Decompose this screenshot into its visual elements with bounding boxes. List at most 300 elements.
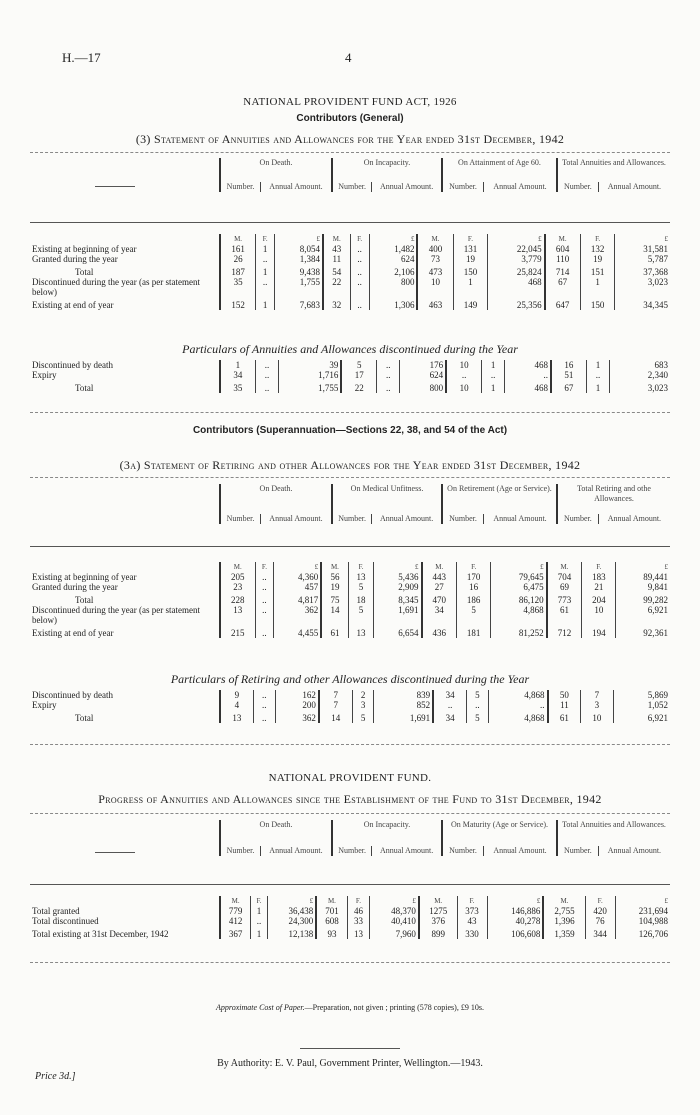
table-cell: 32	[323, 297, 350, 310]
table-cell: 5	[348, 582, 374, 592]
table-row	[30, 690, 670, 700]
t1-bottom-rule	[30, 412, 670, 413]
unit-label: F.	[348, 562, 374, 572]
table-cell: 1	[482, 380, 505, 393]
table-cell: 1	[482, 360, 505, 370]
table-cell: 7	[319, 690, 352, 700]
col-death: On Death.	[220, 158, 332, 168]
col-number: Number.	[557, 182, 598, 192]
table-cell: ..	[350, 264, 369, 277]
table-cell: 67	[545, 277, 581, 297]
unit-label: F.	[582, 562, 616, 572]
unit-label: £	[370, 896, 419, 906]
col-retirement: On Retirement (Age or Service).	[442, 484, 557, 504]
table-cell: 1,306	[369, 297, 417, 310]
unit-label: M.	[323, 234, 350, 244]
table-cell: 110	[545, 254, 581, 264]
statement-3a-header	[30, 484, 670, 524]
t3-top-rule	[30, 813, 670, 814]
table-cell: 33	[347, 916, 370, 926]
table-cell: 75	[321, 592, 348, 605]
table-cell: 5	[348, 605, 374, 625]
t1-particulars-table	[30, 360, 670, 393]
table-cell: 43	[323, 244, 350, 254]
row-label: Total	[75, 267, 94, 277]
table-cell: 31,581	[615, 244, 670, 254]
unit-label: M.	[321, 562, 348, 572]
unit-label: F.	[255, 562, 274, 572]
t1-particulars-heading: Particulars of Annuities and Allowances discontinued during the Year	[182, 342, 518, 356]
table-row	[30, 297, 670, 310]
col-amount: Annual Amount.	[372, 514, 442, 524]
table-cell: 9,841	[616, 582, 670, 592]
table-cell: 25,356	[488, 297, 545, 310]
table-cell: 56	[321, 572, 348, 582]
table-cell: 18	[348, 592, 374, 605]
unit-label: £	[487, 896, 543, 906]
table-cell: 8,345	[374, 592, 422, 605]
table-cell: ..	[350, 254, 369, 264]
table-cell: 21	[582, 582, 616, 592]
table-row	[30, 254, 670, 264]
col-amount: Annual Amount.	[598, 846, 670, 856]
table-cell: 1,755	[279, 380, 342, 393]
table-cell: 149	[453, 297, 488, 310]
col-amount: Annual Amount.	[260, 846, 332, 856]
table-cell: 92,361	[616, 625, 670, 638]
row-label: Total	[75, 383, 94, 393]
table-cell: 4,868	[491, 605, 547, 625]
table-cell: 200	[275, 700, 319, 710]
row-label: Discontinued by death	[32, 360, 113, 370]
table-cell: 701	[316, 906, 347, 916]
col-number: Number.	[332, 514, 372, 524]
table-cell: 1	[220, 360, 255, 370]
unit-label: M.	[422, 562, 457, 572]
table-cell: 187	[220, 264, 256, 277]
table-cell: 5	[352, 710, 374, 723]
table-cell: 126,706	[615, 926, 670, 939]
cost-note	[0, 1003, 700, 1012]
act-heading: NATIONAL PROVIDENT FUND ACT, 1926	[243, 96, 457, 108]
t2-particulars-heading: Particulars of Retiring and other Allowances discontinued during the Year	[170, 672, 530, 686]
t1-header-rule	[30, 222, 670, 223]
table-cell: 468	[488, 277, 545, 297]
unit-label: F.	[350, 234, 369, 244]
table-cell: 400	[417, 244, 453, 254]
row-label: Total	[75, 713, 94, 723]
unit-label: £	[615, 896, 670, 906]
table-cell: 1,052	[613, 700, 670, 710]
table-cell: 1,755	[275, 277, 323, 297]
table-cell: ..	[253, 710, 275, 723]
progress-header	[30, 820, 670, 856]
table-cell: 362	[275, 710, 319, 723]
table-cell: 10	[581, 710, 613, 723]
page-number: 4	[345, 50, 352, 65]
table-cell: 22,045	[488, 244, 545, 254]
table-cell: 4,455	[274, 625, 322, 638]
table-row	[30, 916, 670, 926]
table-row	[30, 370, 670, 380]
table-cell: ..	[251, 916, 267, 926]
table-cell: 800	[400, 380, 446, 393]
table-cell: ..	[256, 277, 275, 297]
table-cell: 1	[251, 906, 267, 916]
table-cell: 1	[586, 380, 609, 393]
table-cell: 24,300	[267, 916, 316, 926]
table-cell: ..	[255, 380, 278, 393]
t3-header-rule	[30, 884, 670, 885]
table-cell: 27	[422, 582, 457, 592]
table-cell: ..	[350, 297, 369, 310]
row-label: Expiry	[32, 700, 57, 710]
table-cell: 10	[417, 277, 453, 297]
table-cell: 604	[545, 244, 581, 254]
table-cell: 412	[220, 916, 251, 926]
table-cell: 39	[279, 360, 342, 370]
unit-label: £	[491, 562, 547, 572]
table-cell: 3,023	[615, 277, 670, 297]
unit-label: £	[616, 562, 670, 572]
table-cell: 50	[548, 690, 581, 700]
table-cell: 151	[580, 264, 615, 277]
table-cell: 61	[548, 710, 581, 723]
t3-bottom-rule	[30, 962, 670, 963]
table-cell: ..	[255, 572, 274, 582]
table-cell: 3	[581, 700, 613, 710]
table-cell: 443	[422, 572, 457, 582]
table-cell: 51	[551, 370, 586, 380]
table-cell: 6,475	[491, 582, 547, 592]
table-row	[30, 360, 670, 370]
row-label: Granted during the year	[32, 254, 118, 264]
table-cell: 3,779	[488, 254, 545, 264]
table-cell: 34	[433, 690, 466, 700]
table-cell: ..	[377, 370, 400, 380]
table-cell: 13	[220, 710, 253, 723]
table-cell: 146,886	[487, 906, 543, 916]
table-cell: 1	[256, 264, 275, 277]
table-cell: 1	[256, 244, 275, 254]
table-cell: 1	[256, 297, 275, 310]
table-cell: 362	[274, 605, 322, 625]
table-cell: 61	[321, 625, 348, 638]
table-cell: 468	[505, 380, 551, 393]
table-cell: 13	[348, 572, 374, 582]
table-cell: 5	[467, 710, 489, 723]
table-row	[30, 582, 670, 592]
table-cell: 35	[220, 277, 256, 297]
table-cell: 19	[580, 254, 615, 264]
table-cell: 7,683	[275, 297, 323, 310]
table-cell: 6,654	[374, 625, 422, 638]
table-cell: 376	[419, 916, 457, 926]
unit-label: F.	[457, 896, 487, 906]
table-row	[30, 625, 670, 638]
table-cell: ..	[377, 360, 400, 370]
col-number: Number.	[220, 846, 260, 856]
row-label: Existing at end of year	[32, 300, 114, 310]
unit-label: F.	[453, 234, 488, 244]
table-cell: 5	[341, 360, 376, 370]
table-cell: 34,345	[615, 297, 670, 310]
table-cell: ..	[350, 277, 369, 297]
table-cell: 14	[321, 605, 348, 625]
statement-3-table	[30, 234, 670, 310]
row-label	[30, 562, 220, 572]
col-death: On Death.	[220, 820, 332, 830]
table-cell: 344	[585, 926, 615, 939]
row-label: Discontinued during the year (as per statement below)	[32, 605, 200, 625]
table-cell: 3	[352, 700, 374, 710]
table-cell: 61	[547, 605, 582, 625]
col-incapacity: On Incapacity.	[332, 820, 442, 830]
t2-particulars-table	[30, 690, 670, 723]
table-cell: 4,360	[274, 572, 322, 582]
table-cell: 16	[457, 582, 491, 592]
col-number: Number.	[557, 514, 598, 524]
table-cell: 5	[467, 690, 489, 700]
table-cell: 5,787	[615, 254, 670, 264]
table-row	[30, 277, 670, 297]
table-cell: 4,868	[488, 690, 547, 700]
table-cell: 37,368	[615, 264, 670, 277]
table-cell: 48,370	[370, 906, 419, 916]
unit-label: M.	[220, 234, 256, 244]
table-cell: 25,824	[488, 264, 545, 277]
table-cell: 86,120	[491, 592, 547, 605]
table-cell: 779	[220, 906, 251, 916]
table-cell: 800	[369, 277, 417, 297]
table-cell: ..	[255, 605, 274, 625]
table-cell: 12,138	[267, 926, 316, 939]
col-number: Number.	[332, 182, 372, 192]
table-cell: 6,921	[613, 710, 670, 723]
fund-heading: NATIONAL PROVIDENT FUND.	[268, 772, 432, 784]
row-label	[30, 896, 220, 906]
table-cell: 2,755	[543, 906, 585, 916]
col-total-retiring: Total Retiring and othe Allowances.	[557, 484, 670, 504]
table-cell: 1,396	[543, 916, 585, 926]
table-cell: ..	[255, 592, 274, 605]
table-row	[30, 264, 670, 277]
table-cell: 13	[348, 625, 374, 638]
table-cell: 1,359	[543, 926, 585, 939]
table-cell: 19	[321, 582, 348, 592]
table-cell: 9,438	[275, 264, 323, 277]
col-total-annuities: Total Annuities and Allowances.	[557, 158, 670, 168]
unit-label: M.	[545, 234, 581, 244]
col-medical-unfitness: On Medical Unfitness.	[332, 484, 442, 504]
table-cell: 1,691	[374, 605, 422, 625]
table-cell: 93	[316, 926, 347, 939]
table-cell: 839	[374, 690, 433, 700]
col-amount: Annual Amount.	[484, 514, 557, 524]
row-label: Existing at beginning of year	[32, 244, 137, 254]
table-cell: 624	[369, 254, 417, 264]
col-number: Number.	[442, 846, 484, 856]
statement-3a-title: (3a) Statement of Retiring and other Allowances for the Year ended 31st December, 1942	[119, 458, 581, 472]
table-cell: 36,438	[267, 906, 316, 916]
table-cell: 367	[220, 926, 251, 939]
table-cell: 13	[347, 926, 370, 939]
table-cell: 7	[319, 700, 352, 710]
table-cell: ..	[253, 700, 275, 710]
col-age60: On Attainment of Age 60.	[442, 158, 557, 168]
table-cell: 899	[419, 926, 457, 939]
unit-label: £	[488, 234, 545, 244]
table-cell: ..	[253, 690, 275, 700]
table-cell: ..	[505, 370, 551, 380]
table-cell: 457	[274, 582, 322, 592]
table-cell: 11	[548, 700, 581, 710]
col-number: Number.	[442, 182, 484, 192]
table-cell: 150	[580, 297, 615, 310]
table-cell: 2,106	[369, 264, 417, 277]
col-amount: Annual Amount.	[260, 514, 332, 524]
table-cell: 420	[585, 906, 615, 916]
col-amount: Annual Amount.	[372, 846, 442, 856]
table-cell: 624	[400, 370, 446, 380]
table-cell: 1,482	[369, 244, 417, 254]
price-label: Price 3d.]	[35, 1071, 76, 1082]
table-cell: 14	[319, 710, 352, 723]
col-amount: Annual Amount.	[484, 182, 557, 192]
col-death: On Death.	[220, 484, 332, 504]
table-cell: 1	[251, 926, 267, 939]
table-row	[30, 906, 670, 916]
t2-header-rule	[30, 546, 670, 547]
col-number: Number.	[442, 514, 484, 524]
table-row	[30, 572, 670, 582]
table-cell: ..	[256, 254, 275, 264]
table-cell: 23	[220, 582, 255, 592]
table-cell: 76	[585, 916, 615, 926]
table-cell: 468	[505, 360, 551, 370]
table-cell: ..	[350, 244, 369, 254]
table-cell: ..	[377, 380, 400, 393]
row-label: Existing at end of year	[32, 628, 114, 638]
row-label: Total granted	[32, 906, 80, 916]
table-cell: 186	[457, 592, 491, 605]
table-cell: 231,694	[615, 906, 670, 916]
table-row	[30, 700, 670, 710]
t2-bottom-rule	[30, 744, 670, 745]
col-number: Number.	[220, 182, 260, 192]
table-cell: 10	[446, 360, 481, 370]
row-label: Existing at beginning of year	[32, 572, 137, 582]
table-cell: 67	[551, 380, 586, 393]
table-cell: 35	[220, 380, 255, 393]
table-cell: 2	[352, 690, 374, 700]
col-number: Number.	[332, 846, 372, 856]
table-cell: 1,691	[374, 710, 433, 723]
table-cell: 228	[220, 592, 255, 605]
unit-label: F.	[585, 896, 615, 906]
statement-3-header	[30, 158, 670, 192]
contributors-superannuation-heading: Contributors (Superannuation—Sections 22, 38, and 54 of the Act)	[192, 425, 508, 436]
table-cell: 205	[220, 572, 255, 582]
table-cell: 8,054	[275, 244, 323, 254]
table-cell: 132	[580, 244, 615, 254]
unit-label: £	[374, 562, 422, 572]
table-cell: 40,278	[487, 916, 543, 926]
unit-label: M.	[543, 896, 585, 906]
statement-3a-table	[30, 562, 670, 638]
unit-label: M.	[547, 562, 582, 572]
table-cell: 1,716	[279, 370, 342, 380]
row-label: Granted during the year	[32, 582, 118, 592]
table-cell: 54	[323, 264, 350, 277]
table-cell: 106,608	[487, 926, 543, 939]
table-cell: 1	[453, 277, 488, 297]
table-cell: ..	[433, 700, 466, 710]
table-cell: ..	[255, 370, 278, 380]
page-ref: H.—17	[62, 50, 101, 65]
contributors-general-heading: Contributors (General)	[296, 113, 404, 124]
table-cell: 470	[422, 592, 457, 605]
row-label: Discontinued during the year (as per statement below)	[32, 277, 200, 297]
table-cell: 1,384	[275, 254, 323, 264]
table-cell: 714	[545, 264, 581, 277]
col-number: Number.	[557, 846, 598, 856]
table-cell: 1	[580, 277, 615, 297]
unit-row	[30, 234, 670, 244]
table-row	[30, 926, 670, 939]
unit-label: £	[615, 234, 670, 244]
row-label: Expiry	[32, 370, 57, 380]
table-cell: 704	[547, 572, 582, 582]
table-cell: 5,436	[374, 572, 422, 582]
table-row	[30, 592, 670, 605]
cost-label: Approximate Cost of Paper.	[216, 1003, 305, 1012]
unit-row	[30, 562, 670, 572]
table-cell: ..	[586, 370, 609, 380]
table-cell: 7	[581, 690, 613, 700]
table-cell: 852	[374, 700, 433, 710]
table-cell: 436	[422, 625, 457, 638]
table-cell: 4,817	[274, 592, 322, 605]
row-label: Total discontinued	[32, 916, 99, 926]
t1-top-rule	[30, 152, 670, 153]
footer-rule	[300, 1048, 400, 1049]
statement-3-title: (3) Statement of Annuities and Allowances for the Year ended 31st December, 1942	[135, 132, 565, 146]
table-cell: 99,282	[616, 592, 670, 605]
table-cell: 373	[457, 906, 487, 916]
unit-label: M.	[417, 234, 453, 244]
table-cell: 712	[547, 625, 582, 638]
table-cell: 34	[422, 605, 457, 625]
table-cell: 7,960	[370, 926, 419, 939]
table-cell: 11	[323, 254, 350, 264]
table-cell: 608	[316, 916, 347, 926]
col-maturity: On Maturity (Age or Service).	[442, 820, 557, 830]
table-cell: 1275	[419, 906, 457, 916]
table-cell: 204	[582, 592, 616, 605]
table-cell: 17	[341, 370, 376, 380]
table-cell: 2,909	[374, 582, 422, 592]
table-cell: 10	[446, 380, 481, 393]
table-cell: ..	[255, 360, 278, 370]
t2-top-rule	[30, 477, 670, 478]
table-cell: 16	[551, 360, 586, 370]
table-cell: 69	[547, 582, 582, 592]
row-label	[30, 234, 220, 244]
table-cell: 463	[417, 297, 453, 310]
table-cell: 215	[220, 625, 255, 638]
table-cell: 3,023	[610, 380, 670, 393]
